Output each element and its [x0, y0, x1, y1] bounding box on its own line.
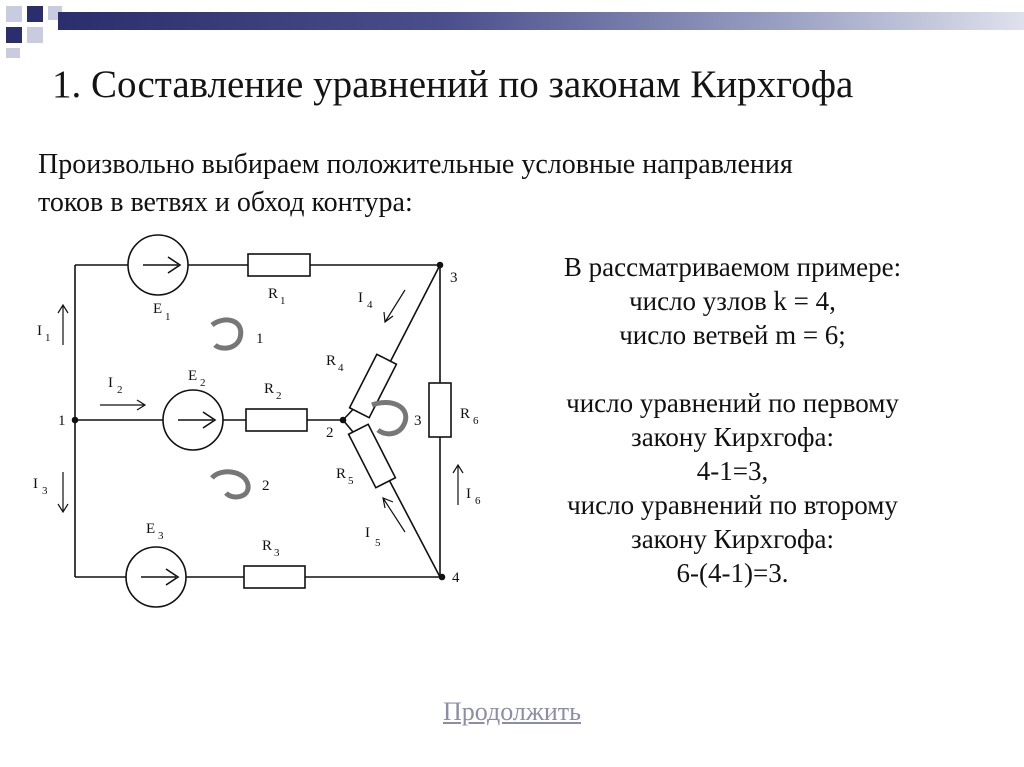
- resistor-index: 2: [276, 390, 282, 402]
- example-summary: [505, 250, 960, 590]
- resistor-index: 1: [280, 295, 286, 307]
- source-e3: [126, 547, 186, 607]
- current-i2-arrow: [100, 400, 145, 410]
- resistor-label: R: [460, 406, 471, 422]
- source-e2: [163, 390, 223, 450]
- source-index: 1: [165, 311, 171, 323]
- source-label: E: [188, 368, 198, 384]
- source-index: 3: [158, 530, 164, 542]
- resistor-index: 4: [338, 362, 344, 374]
- current-index: 5: [375, 537, 381, 549]
- resistor-r6: [429, 383, 451, 437]
- resistor-label: R: [326, 353, 337, 369]
- current-index: 4: [367, 299, 373, 311]
- second-law-text: число уравнений по второму: [567, 490, 898, 520]
- intro-line: Произвольно выбираем положительные условные направления: [38, 149, 793, 180]
- second-law-text: закону Кирхгофа:: [631, 524, 834, 554]
- current-index: 1: [45, 332, 51, 344]
- current-label: I: [37, 323, 42, 339]
- resistor-r2: [246, 409, 307, 431]
- current-i6-arrow: [453, 465, 463, 505]
- source-index: 2: [200, 377, 206, 389]
- current-index: 3: [42, 485, 48, 497]
- loop-label: 1: [256, 331, 264, 347]
- current-i4-arrow: [384, 290, 405, 322]
- circuit-diagram: [0, 0, 520, 620]
- node-dot: [73, 418, 78, 423]
- loop-2-arrow: [212, 472, 248, 497]
- branch-count: число ветвей m = 6;: [619, 320, 846, 350]
- intro-line: токов в ветвях и обход контура:: [38, 187, 413, 218]
- current-label: I: [108, 375, 113, 391]
- first-law-value: 4-1=3,: [696, 456, 769, 486]
- current-label: I: [358, 290, 363, 306]
- loop-1-arrow: [212, 320, 241, 348]
- first-law-text: число уравнений по первому: [566, 388, 899, 418]
- node-label: 4: [452, 570, 460, 586]
- resistor-r3: [244, 566, 305, 588]
- first-law-text: закону Кирхгофа:: [631, 422, 834, 452]
- node-count: число узлов k = 4,: [629, 286, 836, 316]
- loop-3-arrow: [372, 402, 406, 433]
- continue-link[interactable]: Продолжить: [443, 697, 581, 726]
- source-label: E: [153, 301, 163, 317]
- source-e1: [128, 235, 188, 295]
- resistor-index: 3: [274, 547, 280, 559]
- current-index: 2: [117, 384, 123, 396]
- node-label: 3: [450, 270, 458, 286]
- node-label: 2: [326, 425, 334, 441]
- resistor-label: R: [268, 286, 279, 302]
- loop-label: 3: [414, 413, 422, 429]
- current-label: I: [33, 476, 38, 492]
- resistor-index: 5: [348, 475, 354, 487]
- resistor-label: R: [262, 538, 273, 554]
- current-i1-arrow: [58, 305, 68, 345]
- example-heading: В рассматриваемом примере:: [563, 252, 902, 282]
- current-i3-arrow: [58, 472, 68, 512]
- source-label: E: [146, 521, 156, 537]
- page-title: 1. Составление уравнений по законам Кирхгофа: [52, 63, 854, 106]
- loop-label: 2: [262, 478, 270, 494]
- current-index: 6: [475, 495, 481, 507]
- current-label: I: [365, 525, 370, 541]
- node-dot: [341, 418, 346, 423]
- resistor-r1: [248, 254, 310, 276]
- resistor-r4: [350, 354, 397, 417]
- resistor-label: R: [336, 466, 347, 482]
- current-label: I: [466, 486, 471, 502]
- node-label: 1: [58, 413, 66, 429]
- second-law-value: 6-(4-1)=3.: [676, 558, 789, 588]
- resistor-label: R: [264, 381, 275, 397]
- node-dot: [438, 263, 443, 268]
- resistor-index: 6: [473, 415, 479, 427]
- node-dot: [440, 575, 445, 580]
